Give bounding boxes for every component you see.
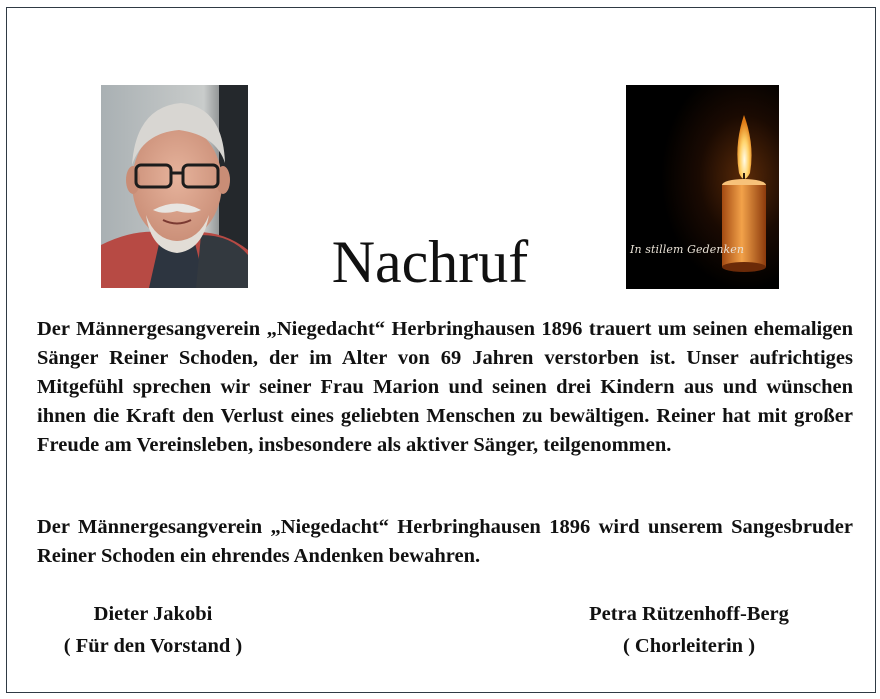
portrait-image: [101, 85, 248, 288]
signature-role: ( Für den Vorstand ): [63, 635, 243, 657]
candle-illustration: [626, 85, 779, 289]
signature-role: ( Chorleiterin ): [622, 635, 756, 657]
obituary-paragraph-1: Der Männergesangverein „Niegedacht“ Herbringhausen 1896 trauert um seinen ehemaligen Sänger Reiner Schoden, der im Alter von 69 Jahren verstorben ist. Unser aufrichtiges Mitgefühl sprechen wir seiner Frau Marion und seinen drei Kindern aus und wünschen ihnen die Kraft den Verlust eines geliebten Menschen zu bewältigen. Reiner hat mit großer Freude am Vereinsleben, insbesondere als aktiver Sänger, teilgenommen.: [37, 318, 853, 456]
signature-name: Dieter Jakobi: [93, 603, 213, 625]
candle-image: [626, 85, 779, 289]
signature-name: Petra Rützenhoff-Berg: [589, 603, 789, 625]
signature-left: [37, 598, 269, 662]
page-title: Nachruf: [331, 229, 529, 295]
candle-caption: In stillem Gedenken: [630, 243, 745, 256]
portrait-photo: [101, 85, 248, 288]
obituary-paragraph-2: Der Männergesangverein „Niegedacht“ Herbringhausen 1896 wird unserem Sangesbruder Reiner Schoden ein ehrendes Andenken bewahren.: [37, 516, 853, 567]
signature-right: [555, 598, 823, 662]
